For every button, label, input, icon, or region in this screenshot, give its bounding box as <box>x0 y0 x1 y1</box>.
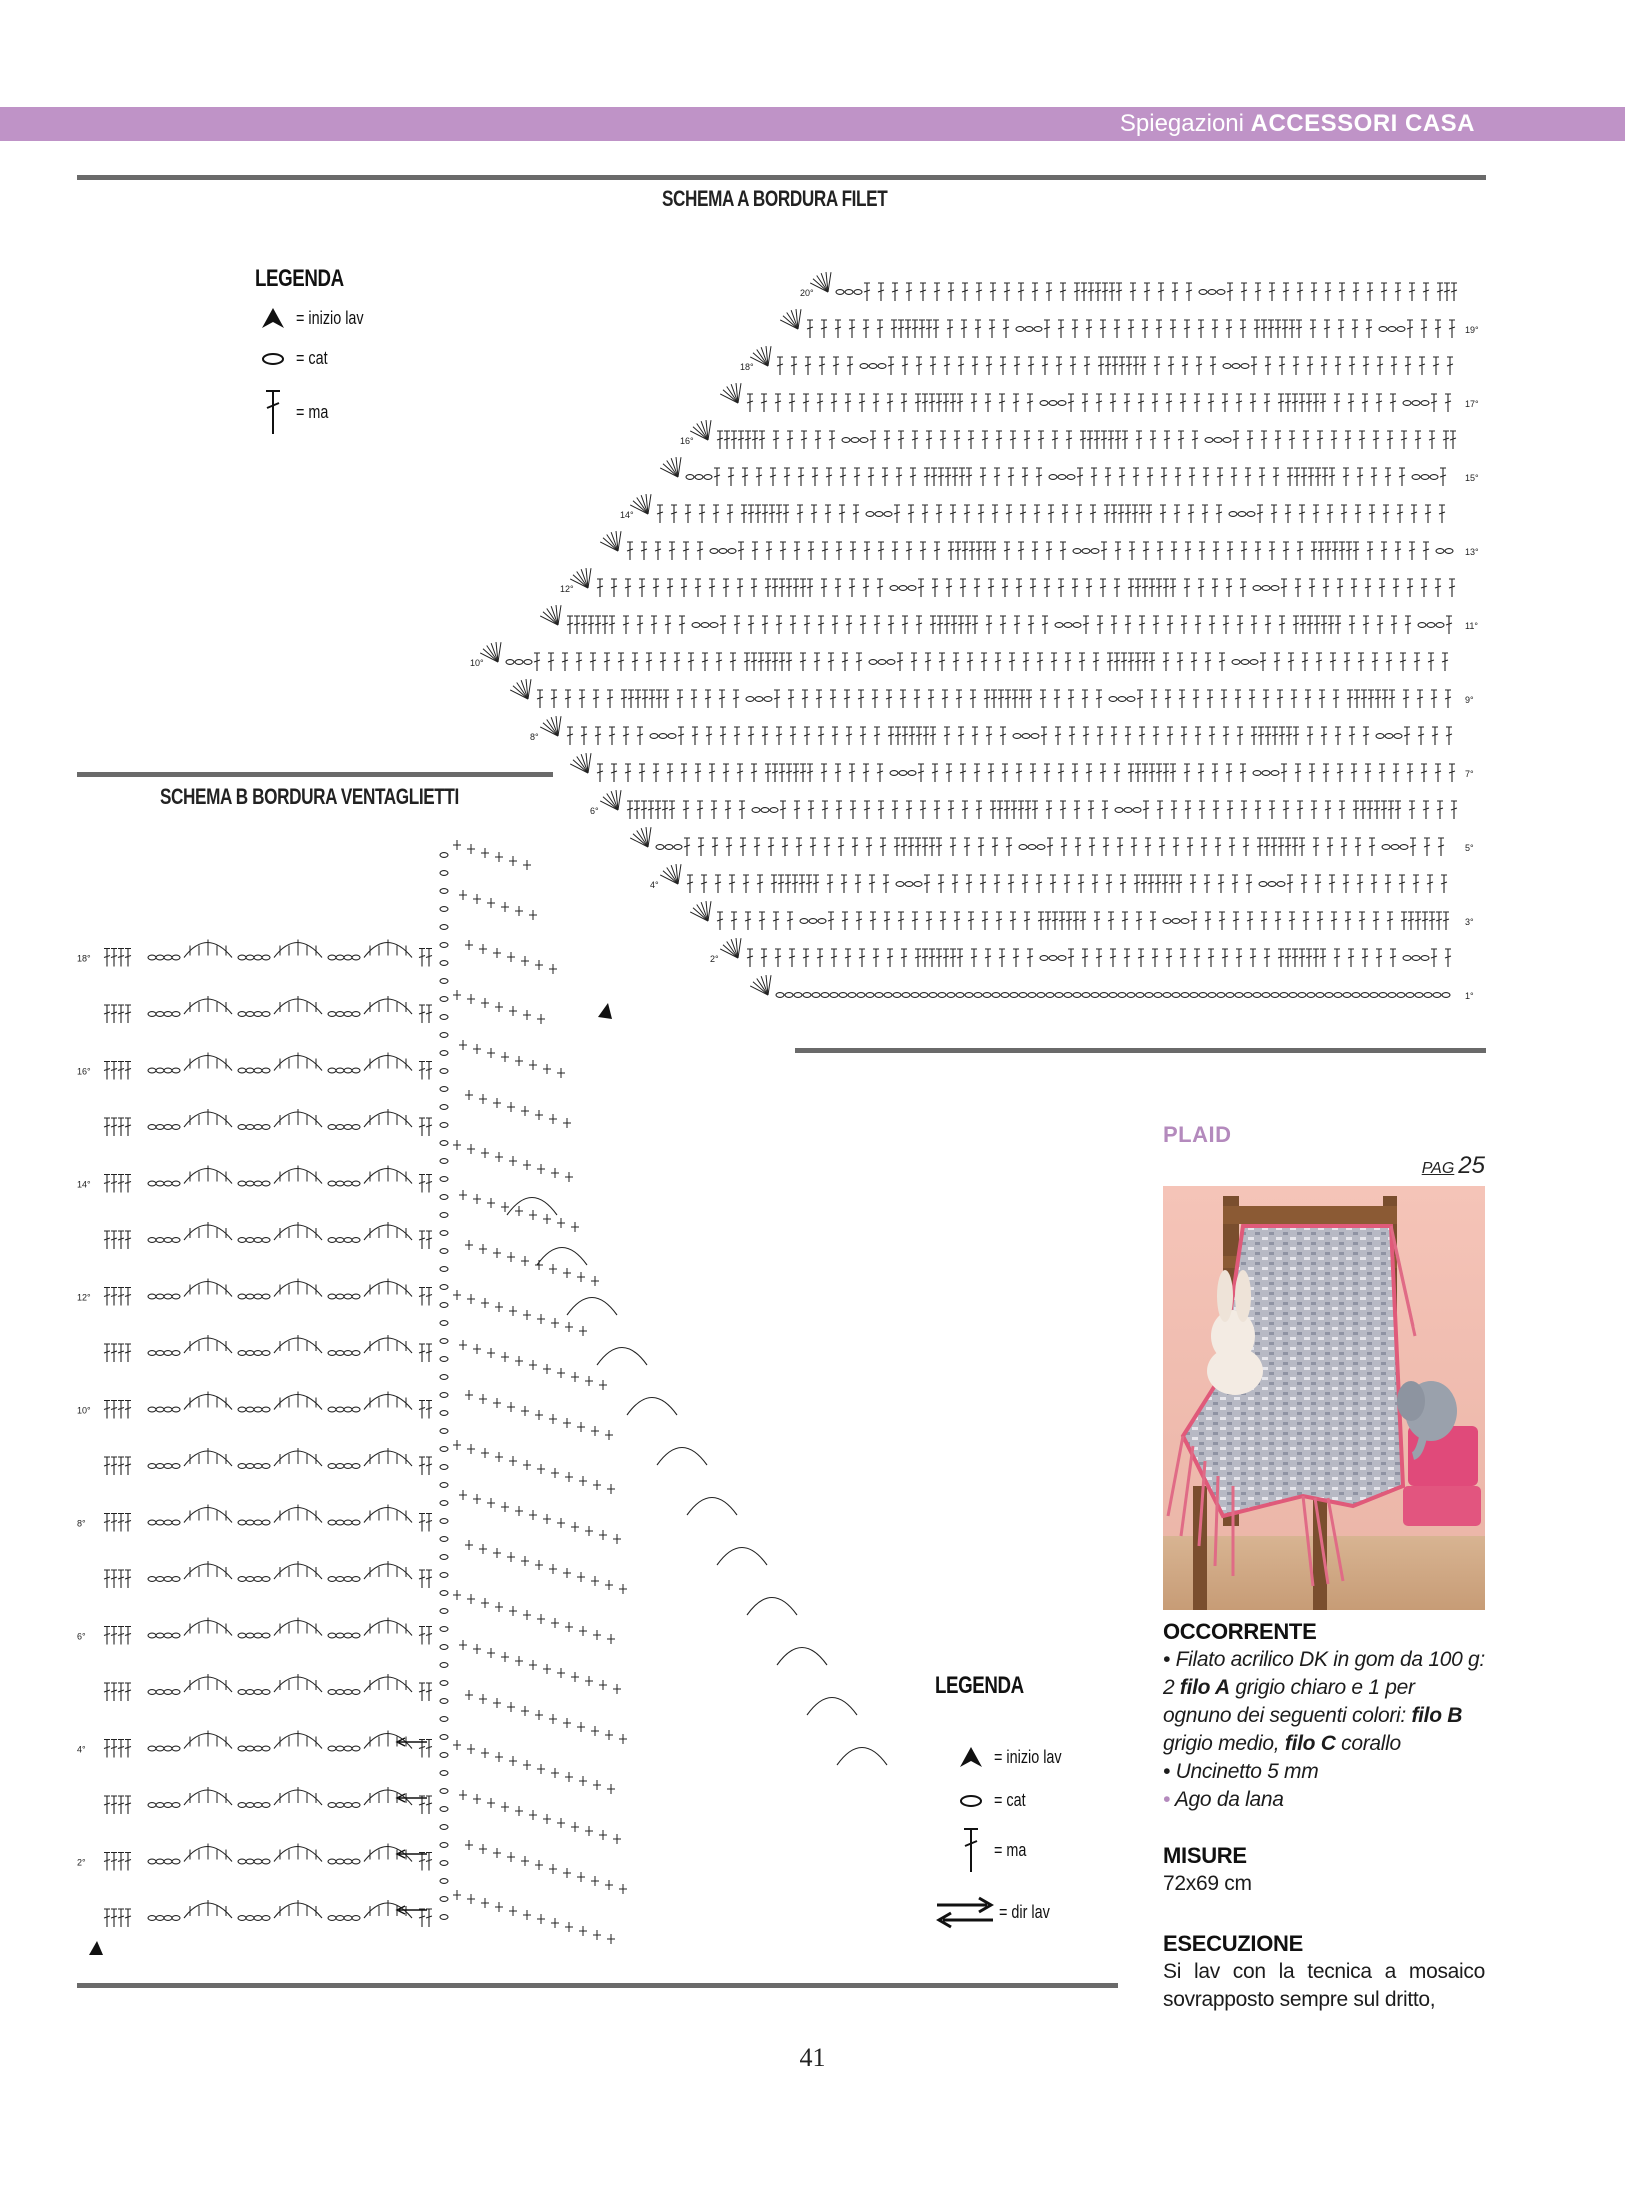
schema-b-row-label: 16° <box>77 1066 91 1077</box>
legend-b-row-start <box>958 1745 1079 1769</box>
misure-title: MISURE <box>1163 1843 1247 1868</box>
schema-a-row-label: 10° <box>470 658 484 668</box>
schema-a-fan <box>540 716 561 736</box>
rule-top <box>77 175 1486 180</box>
rule-bottom <box>77 1983 1118 1988</box>
schema-a-row-label: 7° <box>1465 769 1474 779</box>
schema-a-row <box>540 605 1478 634</box>
schema-b-row <box>77 1053 432 1080</box>
start-arrow-icon <box>260 306 286 330</box>
legend-a-row-ma <box>260 388 337 436</box>
direction-arrows-icon <box>935 1895 995 1929</box>
schema-b-start-arrow <box>89 1941 103 1955</box>
misure-section <box>1163 1842 1485 1898</box>
schema-a-fan <box>540 605 561 625</box>
legend-a-label-start: = inizio lav <box>296 307 364 328</box>
page-reference <box>1422 1152 1485 1180</box>
schema-a-row <box>590 790 1457 819</box>
ago: Ago da lana <box>1170 1788 1284 1811</box>
schema-a-row <box>620 494 1445 523</box>
page-number: 41 <box>799 2043 826 2072</box>
ago-bullet: • <box>1163 1788 1171 1811</box>
legend-b-row-chain <box>958 1790 1034 1811</box>
schema-a-fan <box>600 790 621 810</box>
schema-a-row-label: 12° <box>560 584 574 594</box>
double-crochet-icon <box>958 1826 984 1874</box>
schema-b-row-label: 10° <box>77 1405 91 1416</box>
schema-b-title: SCHEMA B BORDURA VENTAGLIETTI <box>160 784 459 809</box>
schema-a-fan <box>720 383 741 403</box>
esecuzione-text: Si lav con la tecnica a mosaico sovrapposto sempre sul dritto, <box>1163 1960 1485 2011</box>
schema-b-row <box>104 1900 432 1927</box>
schema-a-row-label: 20° <box>800 288 814 298</box>
schema-a-row-label: 11° <box>1465 621 1478 631</box>
occorrente-line2: grigio chiaro e 1 per ognuno dei seguenti colori: <box>1163 1676 1415 1727</box>
schema-b-diagram <box>77 835 917 1965</box>
schema-a-row <box>560 568 1455 597</box>
schema-a-fan <box>570 753 591 773</box>
schema-a-fan <box>660 457 681 477</box>
schema-b-row <box>77 1844 432 1871</box>
schema-b-row <box>77 1731 432 1758</box>
schema-a-fan <box>510 679 531 699</box>
schema-b-row <box>104 1109 432 1136</box>
schema-a-row-label: 19° <box>1465 325 1479 335</box>
schema-a-row <box>780 309 1479 338</box>
schema-a-fan <box>600 531 621 551</box>
schema-a-row-label: 6° <box>590 806 599 816</box>
legend-b-label-ma: = ma <box>994 1839 1027 1860</box>
section-banner <box>0 107 1625 141</box>
schema-a-row <box>510 679 1474 708</box>
schema-a-title: SCHEMA A BORDURA FILET <box>662 186 888 211</box>
schema-a-row <box>660 457 1479 486</box>
legend-b-label-dir: = dir lav <box>999 1901 1050 1922</box>
schema-b-row <box>104 1787 432 1814</box>
schema-a-row-label: 17° <box>1465 399 1479 409</box>
legend-b-title: LEGENDA <box>935 1672 1024 1699</box>
legend-b-row-dir <box>935 1895 1063 1929</box>
schema-a-row <box>530 716 1452 745</box>
schema-b-row <box>77 1392 432 1419</box>
schema-b-row-label: 4° <box>77 1744 86 1755</box>
schema-a-row-label: 18° <box>740 362 754 372</box>
schema-b-fan-border <box>440 840 887 1944</box>
legend-a-title: LEGENDA <box>255 265 344 292</box>
legend-a-row-start <box>260 306 381 330</box>
schema-a-row-label: 15° <box>1465 473 1479 483</box>
schema-a-row <box>800 272 1457 301</box>
schema-b-row <box>104 1448 432 1475</box>
legend-a-label-chain: = cat <box>296 348 328 368</box>
schema-a-row <box>740 346 1453 375</box>
start-arrow-icon <box>958 1745 984 1769</box>
schema-b-row-label: 6° <box>77 1631 86 1642</box>
schema-a-row <box>720 383 1479 412</box>
legend-b-label-start: = inizio lav <box>994 1746 1062 1767</box>
schema-a-row-label: 4° <box>650 880 659 890</box>
legend-b-row-ma <box>958 1826 1035 1874</box>
schema-b-row <box>77 940 432 967</box>
occorrente-line4: corallo <box>1335 1732 1401 1755</box>
legend-a-row-chain <box>260 348 336 369</box>
occorrente-line1: • Filato acrilico DK in gom da 100 g: 2 <box>1163 1648 1485 1699</box>
schema-b-row <box>104 1222 432 1249</box>
chain-icon <box>260 351 286 367</box>
filo-b: filo B <box>1411 1704 1463 1727</box>
double-crochet-icon <box>260 388 286 436</box>
schema-a-row-label: 9° <box>1465 695 1474 705</box>
legend-a-label-ma: = ma <box>296 401 329 422</box>
schema-b-row <box>104 1335 432 1362</box>
schema-a-row <box>680 420 1456 449</box>
uncinetto: • Uncinetto 5 mm <box>1163 1760 1319 1783</box>
schema-b-row-label: 12° <box>77 1292 91 1303</box>
schema-a-row <box>600 531 1479 560</box>
chain-icon <box>958 1793 984 1809</box>
schema-a-fan <box>780 309 801 329</box>
occorrente-title: OCCORRENTE <box>1163 1619 1317 1644</box>
banner-section: Spiegazioni <box>1119 110 1244 137</box>
esecuzione-section <box>1163 1930 1485 2014</box>
page-reference-label: PAG <box>1421 1160 1455 1177</box>
occorrente-line3: grigio medio, <box>1163 1732 1285 1755</box>
schema-a-row-label: 13° <box>1465 547 1479 557</box>
schema-a-row <box>570 753 1474 782</box>
schema-a-row-label: 8° <box>530 732 539 742</box>
plaid-photo <box>1163 1186 1485 1610</box>
schema-b-row-label: 8° <box>77 1518 86 1529</box>
schema-b-row <box>77 1166 432 1193</box>
filo-c: filo C <box>1284 1732 1336 1755</box>
banner-category: ACCESSORI CASA <box>1250 110 1475 137</box>
schema-a-row <box>470 642 1448 671</box>
misure-value: 72x69 cm <box>1163 1872 1252 1895</box>
schema-a-row-label: 14° <box>620 510 634 520</box>
schema-b-row-label: 18° <box>77 953 91 964</box>
schema-a-row-label: 5° <box>1465 843 1474 853</box>
page-reference-number: 25 <box>1458 1152 1485 1179</box>
schema-b-row <box>77 1618 432 1645</box>
schema-a-row-label: 1° <box>1465 991 1474 1001</box>
schema-b-row <box>77 1505 432 1532</box>
plaid-illustration <box>1163 1186 1485 1610</box>
schema-a-row-label: 2° <box>710 954 719 964</box>
esecuzione-title: ESECUZIONE <box>1163 1931 1304 1956</box>
filo-a: filo A <box>1179 1676 1230 1699</box>
schema-b-row-label: 14° <box>77 1179 91 1190</box>
schema-a-row-label: 3° <box>1465 917 1474 927</box>
occorrente-section <box>1163 1618 1485 1814</box>
legend-b-label-chain: = cat <box>994 1790 1026 1810</box>
schema-b-row <box>104 1561 432 1588</box>
schema-b-row <box>104 996 432 1023</box>
plaid-title: PLAID <box>1163 1122 1232 1147</box>
schema-a-row-label: 16° <box>680 436 694 446</box>
schema-b-row-label: 2° <box>77 1857 86 1868</box>
schema-b-row <box>77 1279 432 1306</box>
schema-b-row <box>104 1674 432 1701</box>
